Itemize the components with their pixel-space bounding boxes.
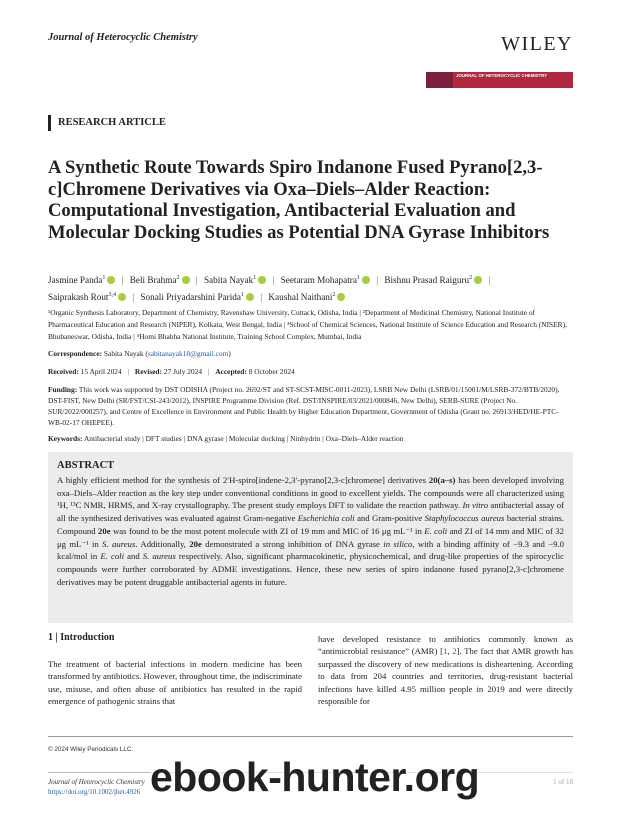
publisher-logo: WILEY xyxy=(501,33,573,55)
abstract-italic: Escherichia coli xyxy=(297,513,355,524)
correspondence-label: Correspondence: xyxy=(48,349,103,358)
funding-label: Funding: xyxy=(48,385,78,394)
abstract-part: has been developed involving oxa–Diels–Alder reaction as the key step under conventional conditions in good to excellent yields. The compounds were all characterized using ¹H, ¹³C NMR, HRMS, and X-ray crystallography. The present study employs DFT to validate the reaction pathway. xyxy=(57,475,564,511)
abstract-part: demonstrated a strong inhibition of DNA gyrase xyxy=(201,538,384,549)
abstract-part: antibacterial assay of all the synthesized derivatives was evaluated against Gram-negative xyxy=(57,500,565,524)
abstract-part: and Gram-positive xyxy=(354,513,425,524)
citation-separator: , xyxy=(447,646,453,657)
author-affiliation-marker: 1 xyxy=(253,275,257,281)
author[interactable] xyxy=(48,275,115,285)
separator: | xyxy=(260,292,263,303)
author[interactable] xyxy=(130,275,190,285)
author-affiliation-marker: 1 xyxy=(240,292,244,299)
footer-journal: Journal of Heterocyclic Chemistry xyxy=(48,778,145,786)
correspondence xyxy=(48,348,568,359)
journal-logo-text: JOURNAL OF HETEROCYCLIC CHEMISTRY xyxy=(453,72,573,88)
intro-column-right xyxy=(318,633,573,707)
keywords-text: Antibacterial study | DFT studies | DNA gyrase | Molecular docking | Ninhydrin | Oxa–Diels–Alder reaction xyxy=(83,434,404,443)
author-affiliation-marker: 1 xyxy=(102,275,106,281)
author-name: Beli Brahma xyxy=(129,275,177,286)
author[interactable] xyxy=(48,292,126,302)
author-name: Sonali Priyadarshini Parida xyxy=(140,292,241,303)
correspondence-email-link[interactable]: sabitanayak18@gmail.com xyxy=(147,349,229,358)
author-affiliation-marker: 2 xyxy=(469,275,473,281)
orcid-icon[interactable] xyxy=(182,276,190,284)
author[interactable] xyxy=(204,275,266,285)
abstract-italic: E. coli xyxy=(100,551,125,562)
received-label: Received: xyxy=(48,367,79,376)
author-affiliation-marker: 2 xyxy=(176,275,180,281)
abstract-part: respectively. Also, significant pharmacokinetic, physicochemical, and drug-like properties of the spirocyclic compounds were further corroborated by ADME investigations. Hence, these new series of spiro indanone fused pyrano[2,3-c]chromene derivatives may be potent druggable antibacterial agents in future. xyxy=(57,551,564,587)
keywords xyxy=(48,433,568,444)
separator: | xyxy=(488,275,491,286)
footer-doi-link[interactable]: https://doi.org/10.1002/jhet.4926 xyxy=(48,788,141,796)
abstract-text xyxy=(57,474,564,588)
author[interactable] xyxy=(140,292,254,302)
author[interactable] xyxy=(268,292,345,302)
author-list xyxy=(48,271,568,305)
separator: | xyxy=(127,367,130,376)
author-affiliation-marker: 1 xyxy=(356,275,360,281)
abstract-part: and ZI of 14 mm and MIC of 32 μg mL⁻¹ in xyxy=(57,525,565,549)
author[interactable] xyxy=(281,275,370,285)
author-name: Kaushal Naithani xyxy=(268,292,333,303)
abstract-heading: ABSTRACT xyxy=(57,460,115,471)
abstract-part: . Additionally, xyxy=(135,538,190,549)
revised-date: 27 July 2024 xyxy=(163,367,203,376)
journal-name: Journal of Heterocyclic Chemistry xyxy=(48,32,198,43)
abstract-box xyxy=(48,452,573,623)
abstract-italic: in silico xyxy=(383,538,413,549)
intro-text: have developed resistance to antibiotics commonly known as “antimicrobial resistance” (AMR) [ xyxy=(318,634,573,657)
author-name: Seetaram Mohapatra xyxy=(280,275,357,286)
orcid-icon[interactable] xyxy=(246,293,254,301)
affiliations: ¹Organic Synthesis Laboratory, Department of Chemistry, Ravenshaw University, Cuttack, Odisha, India | ²Department of Medicinal Chemistry, National Institute of Pharmaceutical Education and Research (NIPER), Kolkata, West Bengal, India | ³School of Chemical Sciences, National Institute of Science Education and Research (NISER), Bhubaneswar, Odisha, India | ⁴Homi Bhabha National Institute, Training School Complex, Mumbai, India xyxy=(48,308,567,341)
abstract-italic: S. aureus xyxy=(142,551,176,562)
author-name: Jasmine Panda xyxy=(48,275,103,286)
author[interactable] xyxy=(384,275,482,285)
separator: | xyxy=(376,275,379,286)
divider xyxy=(48,736,573,737)
journal-logo xyxy=(426,72,573,88)
orcid-icon[interactable] xyxy=(362,276,370,284)
article-dates xyxy=(48,366,568,377)
citation-link[interactable]: 2 xyxy=(452,646,457,657)
correspondence-close: ) xyxy=(228,349,231,358)
keywords-label: Keywords: xyxy=(48,434,83,443)
author-name: Saiprakash Rout xyxy=(48,292,109,303)
abstract-italic: E. coli xyxy=(424,525,448,536)
abstract-italic: In vitro xyxy=(462,500,489,511)
intro-text: ]. The fact that AMR growth has surpassed the discovery of new medications is disheartening. According to data from 204 countries and territories, drug-resistant bacterial infections have killed 4.95 million people in 2019 and were directly responsible for xyxy=(318,646,574,707)
abstract-part: was found to be the most potent molecule with ZI of 19 mm and MIC of 16 μg mL⁻¹ in xyxy=(110,525,425,536)
compound-label: 20(a–s) xyxy=(428,475,456,485)
funding xyxy=(48,384,568,428)
orcid-icon[interactable] xyxy=(474,276,482,284)
abstract-part: A highly efficient method for the synthesis of 2′H-spiro[indene-2,3′-pyrano[2,3-c]chromene] derivatives xyxy=(57,475,429,485)
article-type: RESEARCH ARTICLE xyxy=(48,115,166,131)
separator: | xyxy=(207,367,210,376)
separator: | xyxy=(272,275,275,286)
article-title: A Synthetic Route Towards Spiro Indanone Fused Pyrano[2,3-c]Chromene Derivatives via Oxa–Diels–Alder Reaction: Computational Investigation, Antibacterial Evaluation and Molecular Docking Studies as Potential DNA Gyrase Inhibitors xyxy=(48,157,550,243)
journal-logo-stripe xyxy=(426,72,453,88)
orcid-icon[interactable] xyxy=(258,276,266,284)
compound-label: 20e xyxy=(189,538,202,549)
received-date: 15 April 2024 xyxy=(80,367,122,376)
author-affiliation-marker: 2 xyxy=(332,292,336,299)
funding-text: This work was supported by DST ODISHA (Project no. 2692/ST and ST-SCST-MISC-0011-2023), LSRB New Delhi (LSRB/01/15001/M/LSRB-372/BTB/2020), DST-FIST, New Delhi (SR/FST/CSI-243/2012), INSPIRE Programme Division (Ref. DST/INSPIRE/03/2021/000846, New Delhi), SERB-SURE (Project No. SUR/2022/000257), and Centre of Excellence in Environment and Public Health by Higher Education Department, Government of Odisha (Grant no. 26913/HED/HE-PTC-WB-02-17 OHEPEE). xyxy=(48,385,560,427)
revised-label: Revised: xyxy=(134,367,163,376)
abstract-part: and xyxy=(124,551,143,562)
abstract-part: bacterial strains. Compound xyxy=(57,513,564,536)
separator: | xyxy=(132,292,135,303)
accepted-date: 8 October 2024 xyxy=(248,367,295,376)
accepted-label: Accepted: xyxy=(215,367,247,376)
author-affiliation-marker: 3,4 xyxy=(108,292,116,299)
intro-column-left: The treatment of bacterial infections in modern medicine has been transformed by antibiotics. However, throughout time, the indiscriminate use, misuse, and often abuse of antibiotics has resulted in the rapid emergence of pathogenic strains that xyxy=(48,659,302,707)
author-name: Sabita Nayak xyxy=(203,275,254,286)
watermark: ebook-hunter.org xyxy=(150,753,620,801)
orcid-icon[interactable] xyxy=(118,293,126,301)
separator: | xyxy=(195,275,198,286)
abstract-part: , with a binding affinity of −9.3 and −9.0 kcal/mol in xyxy=(57,538,564,562)
copyright: © 2024 Wiley Periodicals LLC. xyxy=(48,746,134,753)
author-name: Bishnu Prasad Raiguru xyxy=(384,275,470,286)
orcid-icon[interactable] xyxy=(107,276,115,284)
abstract-italic: Staphylococcus aureus xyxy=(424,513,505,524)
compound-label: 20e xyxy=(98,525,111,536)
section-heading-introduction: 1 | Introduction xyxy=(48,632,115,643)
abstract-italic: S. aureus xyxy=(102,538,136,549)
correspondence-text: Sabita Nayak ( xyxy=(103,349,148,358)
citation-link[interactable]: 1 xyxy=(442,646,448,657)
orcid-icon[interactable] xyxy=(337,293,345,301)
separator: | xyxy=(121,275,124,286)
